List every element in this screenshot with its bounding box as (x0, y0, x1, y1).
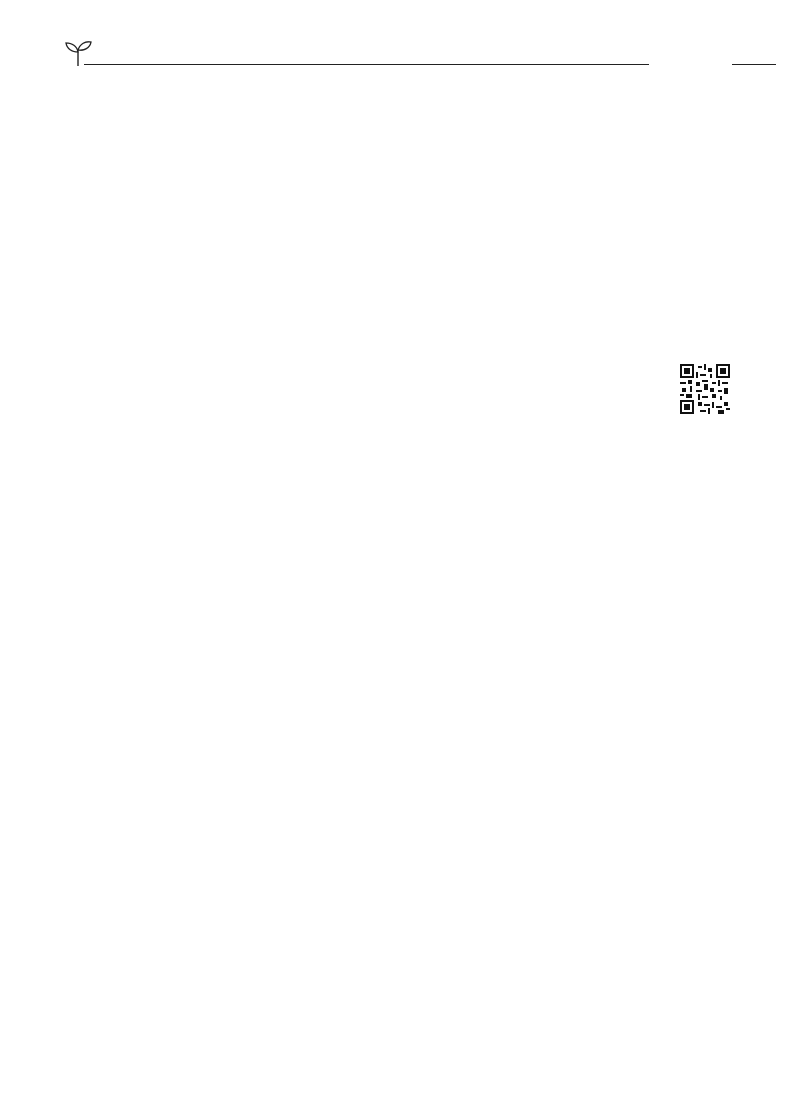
page-header (64, 40, 776, 76)
analysis-line-2 (90, 158, 665, 189)
answer-line (90, 96, 665, 127)
qr-code-icon[interactable] (680, 364, 730, 414)
header-rule-right (732, 64, 776, 65)
page-body (90, 96, 665, 213)
header-rule-left (84, 64, 649, 65)
analysis-line (90, 127, 665, 158)
